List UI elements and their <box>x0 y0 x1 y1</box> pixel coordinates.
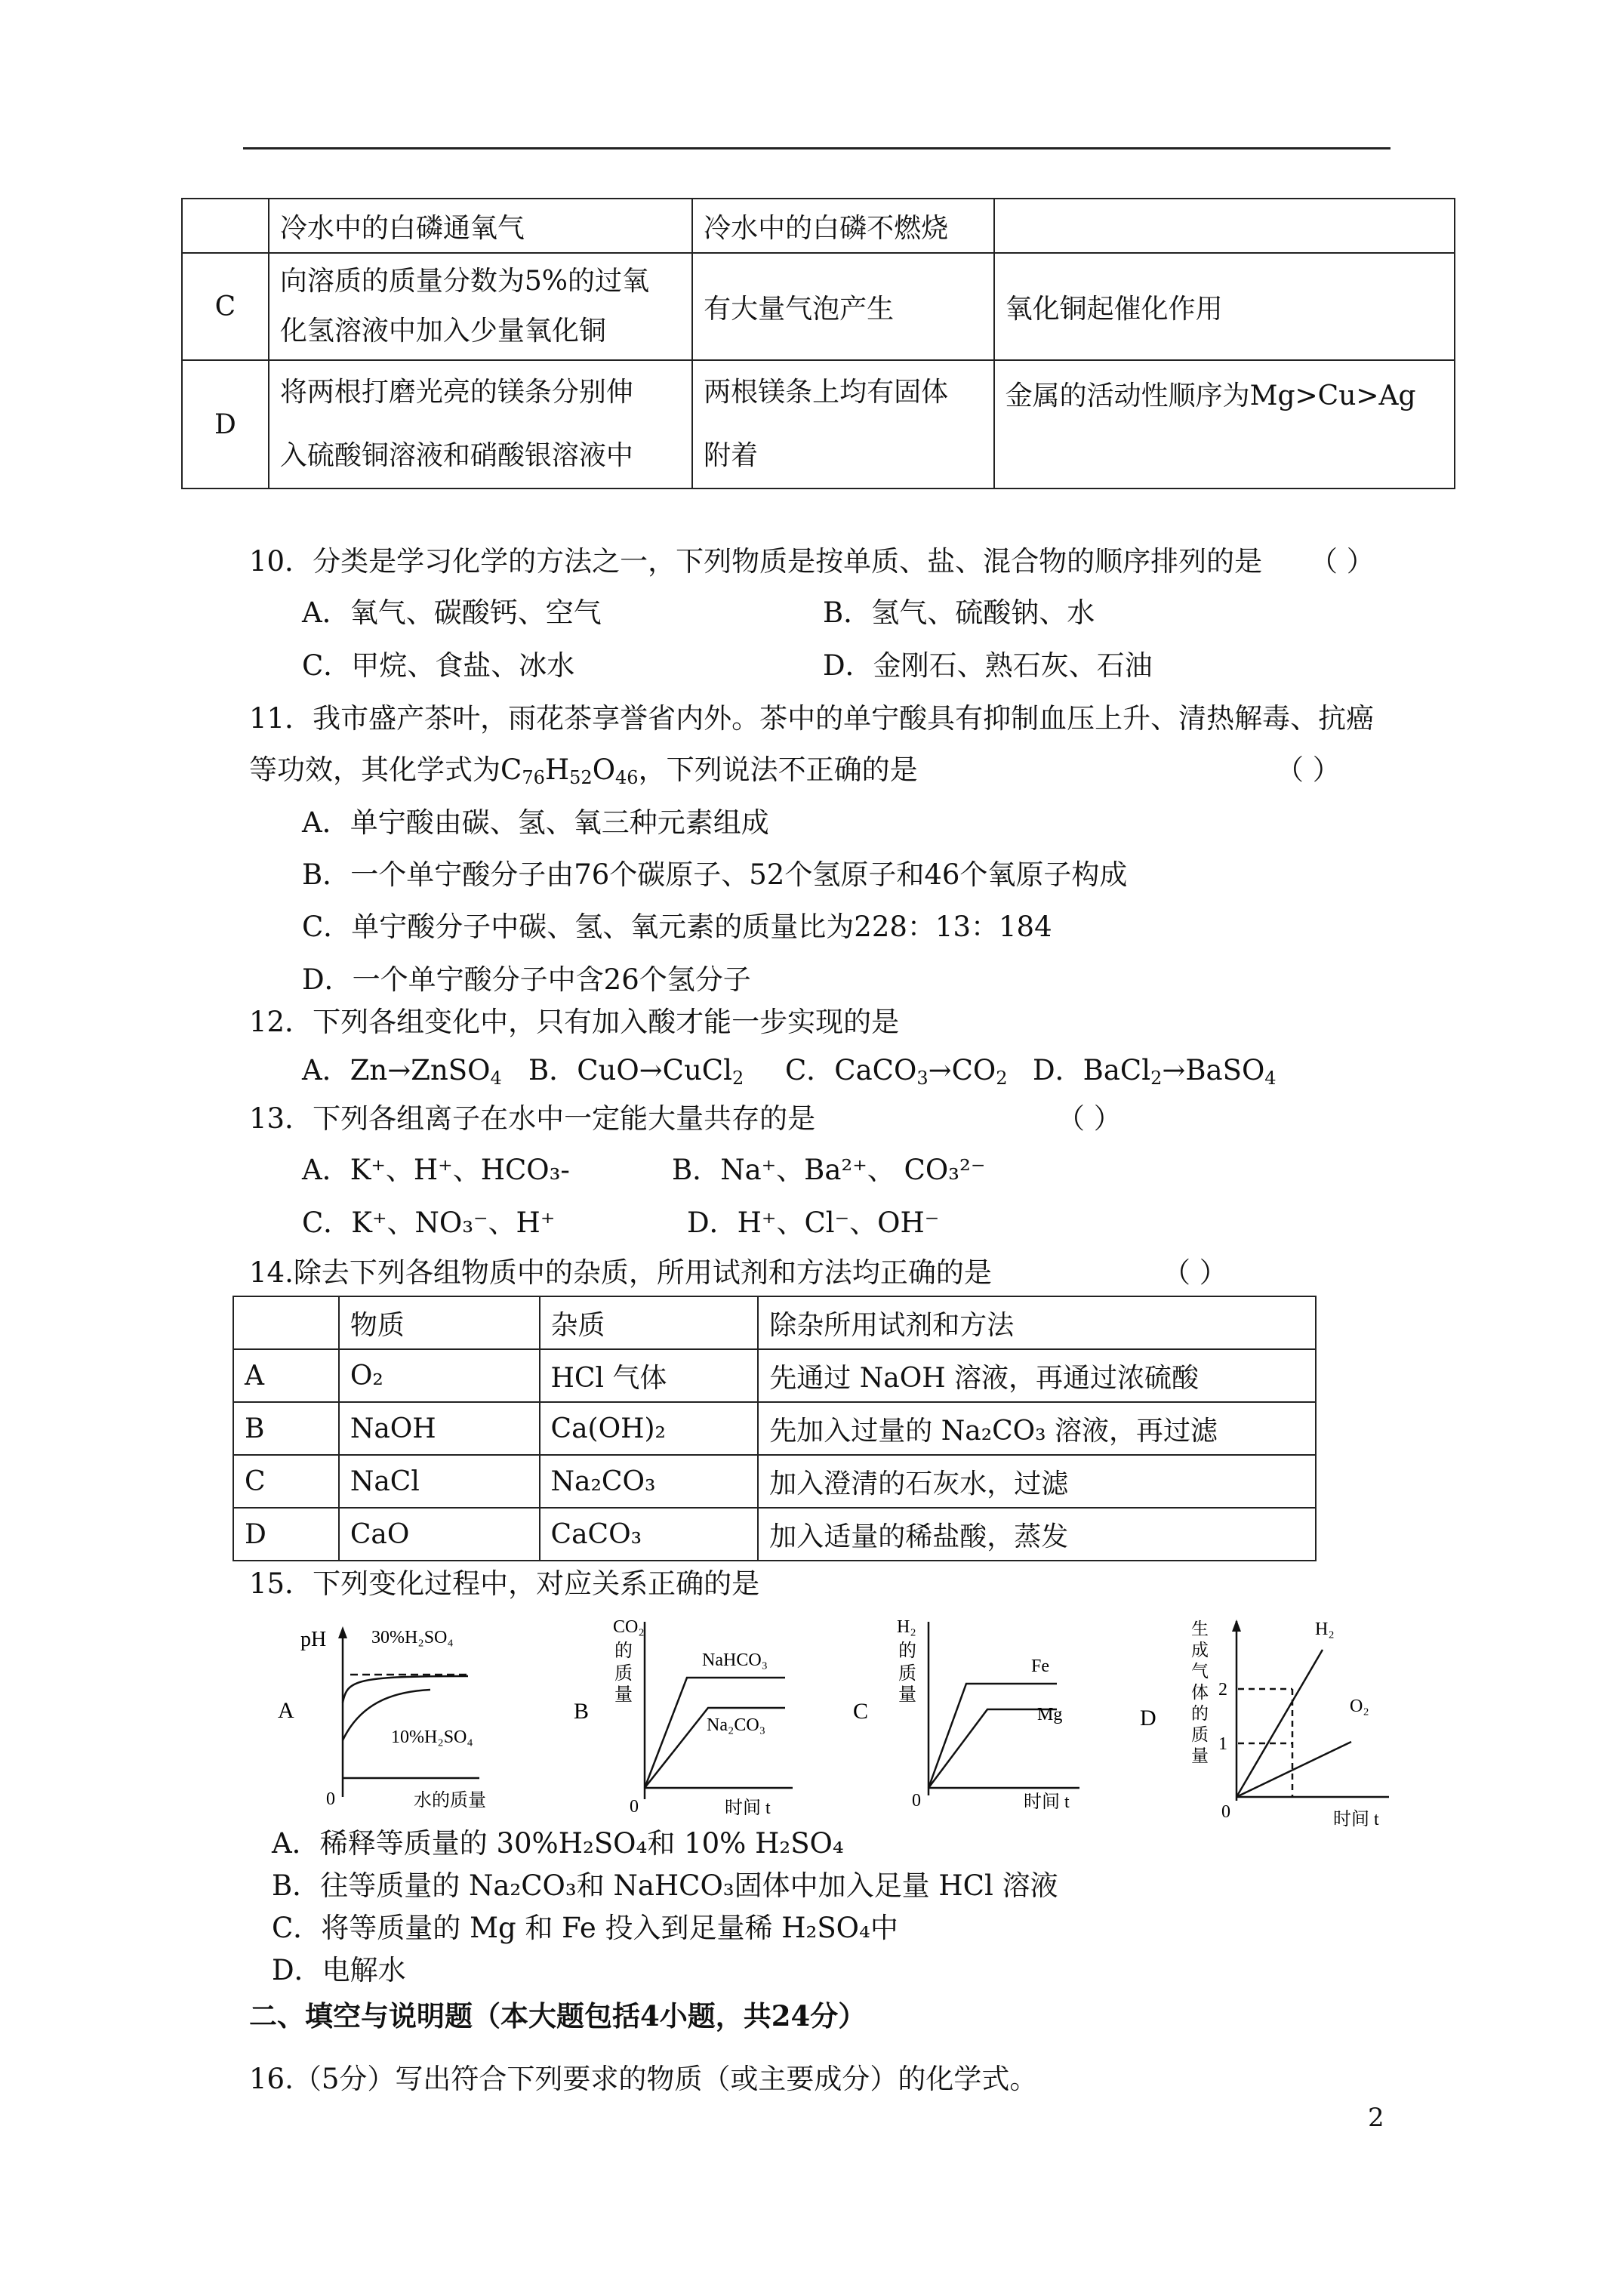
q13-option-c: C．K⁺、NO₃⁻、H⁺ <box>302 1207 556 1239</box>
graph-d-y6: 质 <box>1191 1725 1209 1744</box>
q12-stem: 12．下列各组变化中，只有加入酸才能一步实现的是 <box>249 1006 900 1038</box>
q12-option-b: B．CuO→CuCl$_2$ <box>528 1054 744 1089</box>
graph-c-label: C <box>853 1699 869 1724</box>
table-cell: CaO <box>339 1508 540 1561</box>
q15-option-d: D．电解水 <box>272 1954 406 1986</box>
table-row <box>182 360 1455 488</box>
header-rule <box>243 147 1390 149</box>
graph-d-y4: 体 <box>1191 1683 1209 1702</box>
row-label: D <box>182 360 269 488</box>
graph-b <box>566 1607 808 1815</box>
line-fe <box>929 1684 1057 1788</box>
graph-d-y2: 成 <box>1191 1641 1209 1660</box>
graph-d-y7: 量 <box>1191 1746 1209 1765</box>
graph-a-label: A <box>278 1698 294 1723</box>
graph-c-x-label: 时间 t <box>1024 1792 1070 1812</box>
conclusion-cell <box>994 199 1455 253</box>
graph-d-y3: 气 <box>1191 1662 1209 1681</box>
table-cell: O₂ <box>339 1349 540 1402</box>
phenomenon-cell: 两根镁条上均有固体 附着 <box>692 360 993 488</box>
operation-cell: 向溶质的质量分数为5%的过氧 化氢溶液中加入少量氧化铜 <box>269 253 692 360</box>
q11-option-a: A．单宁酸由碳、氢、氧三种元素组成 <box>302 806 769 839</box>
q14-stem: 14.除去下列各组物质中的杂质，所用试剂和方法均正确的是 <box>249 1256 992 1289</box>
q15-option-b: B．往等质量的 Na₂CO₃和 NaHCO₃固体中加入足量 HCl 溶液 <box>272 1869 1058 1902</box>
line-o2 <box>1236 1742 1351 1797</box>
page-number: 2 <box>1368 2103 1384 2133</box>
table-row <box>182 253 1455 360</box>
phenomenon-cell: 有大量气泡产生 <box>692 253 993 360</box>
graph-b-x-label: 时间 t <box>725 1798 771 1815</box>
graph-b-origin: 0 <box>630 1797 639 1815</box>
table-cell: NaCl <box>339 1455 540 1508</box>
table-cell: HCl 气体 <box>540 1349 759 1402</box>
table-cell: Ca(OH)₂ <box>540 1402 759 1455</box>
q13-option-b: B．Na⁺、Ba²⁺、 CO₃²⁻ <box>672 1154 986 1186</box>
curve-30 <box>343 1676 468 1703</box>
graph-a-bottom-label: 10%H₂SO₄ <box>391 1727 473 1747</box>
graph-d-bottom-label: O₂ <box>1350 1697 1369 1716</box>
graph-d-tick-2: 2 <box>1218 1680 1227 1700</box>
table-cell: 先通过 NaOH 溶液，再通过浓硫酸 <box>758 1349 1316 1402</box>
q13-option-d: D．H⁺、Cl⁻、OH⁻ <box>687 1207 940 1239</box>
table-row <box>233 1402 1316 1455</box>
q12-option-a: A．Zn→ZnSO$_4$ <box>302 1054 502 1089</box>
q13-option-a: A．K⁺、H⁺、HCO₃- <box>302 1154 570 1186</box>
graph-c-y3: 质 <box>898 1664 916 1684</box>
graph-d-top-label: H₂ <box>1315 1620 1335 1639</box>
graph-c-y2: 的 <box>898 1641 916 1661</box>
graph-b-y4: 量 <box>614 1685 633 1705</box>
table-cell: 先加入过量的 Na₂CO₃ 溶液，再过滤 <box>758 1402 1316 1455</box>
graph-d-y1: 生 <box>1191 1620 1209 1638</box>
graph-d-x-label: 时间 t <box>1333 1810 1379 1829</box>
table-row <box>233 1455 1316 1508</box>
section-2-heading: 二、填空与说明题（本大题包括4小题，共24分） <box>249 1999 867 2032</box>
graph-c-origin: 0 <box>912 1791 921 1811</box>
phenomenon-cell: 冷水中的白磷不燃烧 <box>692 199 993 253</box>
header-cell: 杂质 <box>540 1296 759 1349</box>
q12-option-d: D．BaCl$_2$→BaSO$_4$ <box>1033 1054 1277 1089</box>
q15-stem: 15．下列变化过程中，对应关系正确的是 <box>249 1567 760 1600</box>
header-cell <box>233 1296 339 1349</box>
q11-line1: 11．我市盛产茶叶，雨花茶享誉省内外。茶中的单宁酸具有抑制血压上升、清热解毒、抗癌 <box>249 702 1375 735</box>
table-cell: C <box>233 1455 339 1508</box>
q11-option-b: B．一个单宁酸分子由76个碳原子、52个氢原子和46个氧原子构成 <box>302 858 1128 891</box>
y-arrow <box>338 1626 347 1638</box>
operation-cell: 冷水中的白磷通氧气 <box>269 199 692 253</box>
operation-cell: 将两根打磨光亮的镁条分别伸 入硫酸铜溶液和硝酸银溶液中 <box>269 360 692 488</box>
q12-option-c: C．$CaCO_3\to CO_2$ <box>785 1054 1008 1089</box>
q10-paren: （ ） <box>1310 545 1375 578</box>
table-cell: 加入澄清的石灰水，过滤 <box>758 1455 1316 1508</box>
q11-line2: 等功效，其化学式为$C_{76}H_{52}O_{46}$，下列说法不正确的是 <box>249 754 918 788</box>
table-cell: NaOH <box>339 1402 540 1455</box>
q10-option-a: A．氧气、碳酸钙、空气 <box>302 596 602 629</box>
q11-option-d: D．一个单宁酸分子中含26个氢分子 <box>302 963 751 996</box>
graph-d-tick-1: 1 <box>1218 1734 1227 1754</box>
line-h2 <box>1236 1650 1323 1797</box>
q14-paren: （ ） <box>1163 1256 1227 1289</box>
graph-a-top-label: 30%H₂SO₄ <box>371 1628 454 1647</box>
graph-a-x-label: 水的质量 <box>414 1791 486 1811</box>
header-cell: 除杂所用试剂和方法 <box>758 1296 1316 1349</box>
graph-c-y1: H₂ <box>897 1617 916 1637</box>
table-cell: CaCO₃ <box>540 1508 759 1561</box>
table-row <box>233 1508 1316 1561</box>
q10-option-d: D．金刚石、熟石灰、石油 <box>823 649 1153 682</box>
graph-c <box>853 1607 1095 1815</box>
graph-d <box>1125 1612 1412 1831</box>
graph-c-bottom-label: Mg <box>1037 1705 1063 1724</box>
table-cell: 加入适量的稀盐酸，蒸发 <box>758 1508 1316 1561</box>
y-arrow <box>1232 1620 1241 1632</box>
q15-option-a: A．稀释等质量的 30%H₂SO₄和 10% H₂SO₄ <box>272 1827 844 1860</box>
graph-b-top-label: NaHCO₃ <box>702 1650 768 1670</box>
q11-paren: （ ） <box>1276 754 1341 786</box>
graph-d-origin: 0 <box>1221 1802 1230 1822</box>
graph-b-y1: CO₂ <box>613 1617 645 1637</box>
q11-option-c: C．单宁酸分子中碳、氢、氧元素的质量比为228：13：184 <box>302 911 1052 943</box>
table-row <box>182 199 1455 253</box>
table-cell: A <box>233 1349 339 1402</box>
table-cell: Na₂CO₃ <box>540 1455 759 1508</box>
experiment-table <box>181 198 1455 489</box>
graph-a-y-label: pH <box>300 1628 327 1651</box>
q13-paren: （ ） <box>1057 1102 1122 1135</box>
graph-d-y5: 的 <box>1191 1704 1209 1723</box>
graph-d-label: D <box>1140 1706 1156 1730</box>
conclusion-cell: 金属的活动性顺序为Mg>Cu>Ag <box>994 360 1455 488</box>
graph-c-top-label: Fe <box>1031 1657 1049 1676</box>
graph-c-y4: 量 <box>898 1685 916 1705</box>
q10-option-c: C．甲烷、食盐、冰水 <box>302 649 575 682</box>
graph-a-origin: 0 <box>326 1789 335 1809</box>
table-cell: D <box>233 1508 339 1561</box>
q10-option-b: B．氢气、硫酸钠、水 <box>823 596 1095 629</box>
header-cell: 物质 <box>339 1296 540 1349</box>
row-label: C <box>182 253 269 360</box>
table-row <box>233 1349 1316 1402</box>
graph-b-y3: 质 <box>614 1664 633 1684</box>
q10-stem: 10．分类是学习化学的方法之一，下列物质是按单质、盐、混合物的顺序排列的是 <box>249 545 1263 578</box>
q13-stem: 13．下列各组离子在水中一定能大量共存的是 <box>249 1102 816 1135</box>
graph-b-label: B <box>574 1699 590 1724</box>
table-cell: B <box>233 1402 339 1455</box>
graph-a <box>264 1616 491 1812</box>
q16-stem: 16.（5分）写出符合下列要求的物质（或主要成分）的化学式。 <box>249 2063 1038 2095</box>
graph-b-y2: 的 <box>614 1641 633 1661</box>
graph-b-bottom-label: Na₂CO₃ <box>707 1715 766 1735</box>
row-label <box>182 199 269 253</box>
table-header-row <box>233 1296 1316 1349</box>
q15-option-c: C．将等质量的 Mg 和 Fe 投入到足量稀 H₂SO₄中 <box>272 1912 898 1944</box>
impurity-table <box>233 1296 1317 1561</box>
conclusion-cell: 氧化铜起催化作用 <box>994 253 1455 360</box>
